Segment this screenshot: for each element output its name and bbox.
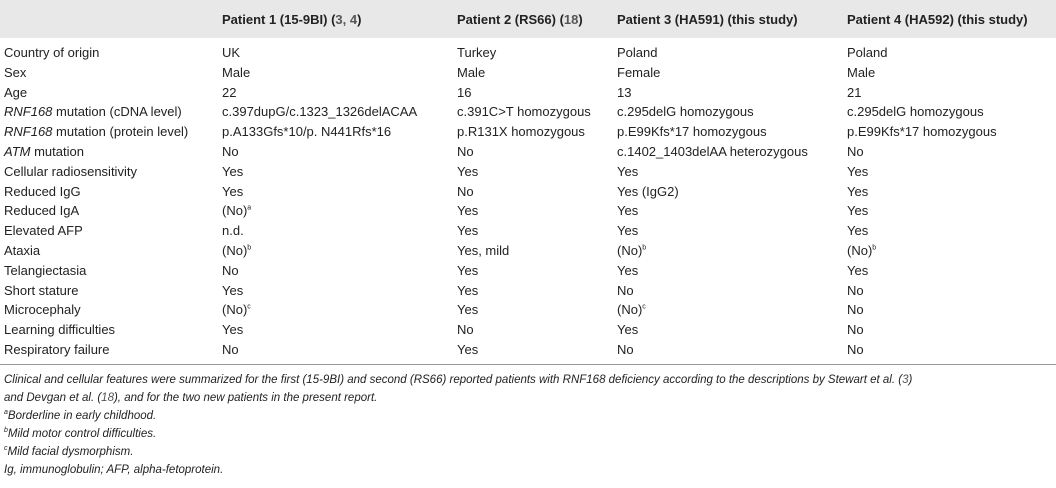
row-label: Short stature xyxy=(4,282,79,298)
table-body xyxy=(0,38,1056,364)
table-row xyxy=(0,63,1056,83)
table-cell: No xyxy=(222,143,239,159)
footnote-a: $^a$Borderline in early childhood. xyxy=(4,408,157,422)
table-cell: c.391C>T homozygous xyxy=(457,104,591,120)
table-row xyxy=(0,122,1056,142)
citation-link[interactable]: 18 xyxy=(101,391,114,404)
header-cell-patient-1: Patient 1 (15-9BI) (3, 4) xyxy=(218,0,453,38)
table-row xyxy=(0,162,1056,182)
table-row xyxy=(0,142,1056,162)
header-cell-patient-3: Patient 3 (HA591) (this study) xyxy=(613,0,843,38)
table-cell: 21 xyxy=(847,84,862,100)
table-cell: n.d. xyxy=(222,223,244,239)
table-cell: $(No)^b$ xyxy=(847,242,877,258)
table-cell: Yes xyxy=(222,183,244,199)
table-cell: Yes xyxy=(457,203,479,219)
table-cell: Yes xyxy=(847,262,869,278)
table-cell: c.1402_1403delAA heterozygous xyxy=(617,143,808,159)
table-cell: p.E99Kfs*17 homozygous xyxy=(847,124,997,140)
table-cell: No xyxy=(847,143,864,159)
table-row xyxy=(0,38,1056,63)
table-cell: Yes xyxy=(222,163,244,179)
row-label: Sex xyxy=(4,64,27,80)
table-cell: Yes xyxy=(847,223,869,239)
table-cell: Male xyxy=(847,64,876,80)
table-row xyxy=(0,221,1056,241)
table-cell: Yes xyxy=(617,262,639,278)
footnote-mark: b xyxy=(872,244,877,252)
row-label: Microcephaly xyxy=(4,302,81,318)
row-label: RNF168 mutation (protein level) xyxy=(4,124,189,140)
table-cell: 16 xyxy=(457,84,472,100)
row-label: Telangiectasia xyxy=(4,262,87,278)
table-cell: Yes xyxy=(457,262,479,278)
table-row xyxy=(0,340,1056,364)
table-cell: No xyxy=(847,322,864,338)
table-row xyxy=(0,83,1056,103)
table-cell: Yes (IgG2) xyxy=(617,183,679,199)
footnote-mark: c xyxy=(247,304,251,312)
row-label: ATM mutation xyxy=(4,143,84,159)
table-cell: No xyxy=(617,341,634,357)
table-cell: $(No)^c$ xyxy=(617,302,646,318)
footnote-mark: b xyxy=(247,244,252,252)
table-cell: Yes xyxy=(222,322,244,338)
table-cell: Yes xyxy=(222,282,244,298)
header-cell-0 xyxy=(0,0,218,38)
table-footer xyxy=(0,365,1056,479)
table-cell: Male xyxy=(222,64,251,80)
footnote-c: $^c$Mild facial dysmorphism. xyxy=(4,444,134,458)
table-cell: No xyxy=(457,322,474,338)
table-cell: Yes xyxy=(617,223,639,239)
table-cell: 22 xyxy=(222,84,237,100)
table-cell: c.397dupG/c.1323_1326delACAA xyxy=(222,104,418,120)
footnote-mark: b xyxy=(642,244,647,252)
row-label: Learning difficulties xyxy=(4,322,116,338)
table-cell: Yes xyxy=(617,163,639,179)
row-label: Elevated AFP xyxy=(4,223,83,239)
abbreviations: Ig, immunoglobulin; AFP, alpha-fetoprotein. xyxy=(4,463,224,476)
table-cell: Yes xyxy=(457,341,479,357)
row-label: Cellular radiosensitivity xyxy=(4,163,137,179)
row-label: Age xyxy=(4,84,28,100)
table-cell: Turkey xyxy=(457,45,497,60)
table-cell: $(No)^b$ xyxy=(617,242,647,258)
table-cell: No xyxy=(617,282,634,298)
row-label: Ataxia xyxy=(4,242,41,258)
table-cell: p.A133Gfs*10/p. N441Rfs*16 xyxy=(222,124,392,140)
table-cell: No xyxy=(222,341,239,357)
table-cell: $(No)^a$ xyxy=(222,203,252,219)
row-label: Respiratory failure xyxy=(4,341,110,357)
footnote-b: $^b$Mild motor control difficulties. xyxy=(4,426,157,440)
table-cell: No xyxy=(847,341,864,357)
table-cell: $(No)^b$ xyxy=(222,242,252,258)
table-cell: Yes xyxy=(617,322,639,338)
citation-link[interactable]: 3, 4 xyxy=(335,11,358,27)
citation-link[interactable]: 3 xyxy=(902,373,909,386)
table-cell: No xyxy=(457,183,474,199)
table-cell: p.E99Kfs*17 homozygous xyxy=(617,124,767,140)
table-cell: No xyxy=(457,143,474,159)
table-cell: c.295delG homozygous xyxy=(847,104,984,120)
table-cell: Male xyxy=(457,64,486,80)
table-cell: Poland xyxy=(847,45,888,60)
footnote-mark: a xyxy=(247,205,252,213)
table-row xyxy=(0,281,1056,301)
citation-link[interactable]: 18 xyxy=(563,11,579,27)
table-row xyxy=(0,201,1056,221)
row-label: Country of origin xyxy=(4,45,100,60)
header-cell-patient-2: Patient 2 (RS66) (18) xyxy=(453,0,613,38)
table-cell: No xyxy=(847,302,864,318)
table-cell: UK xyxy=(222,45,241,60)
table-cell: $(No)^c$ xyxy=(222,302,251,318)
table-cell: No xyxy=(847,282,864,298)
table-row xyxy=(0,261,1056,281)
table-cell: Yes xyxy=(847,183,869,199)
table-cell: Yes xyxy=(847,163,869,179)
table-row xyxy=(0,241,1056,261)
table-cell: No xyxy=(222,262,239,278)
row-label: Reduced IgG xyxy=(4,183,81,199)
table-cell: Yes xyxy=(457,223,479,239)
table-row xyxy=(0,320,1056,340)
table-cell: Female xyxy=(617,64,661,80)
table-row xyxy=(0,102,1056,122)
header-cell-patient-4: Patient 4 (HA592) (this study) xyxy=(843,0,1056,38)
row-label: RNF168 mutation (cDNA level) xyxy=(4,104,182,120)
footnote-mark: c xyxy=(642,304,646,312)
row-label: Reduced IgA xyxy=(4,203,80,219)
table-row xyxy=(0,300,1056,320)
header-row xyxy=(0,0,1056,38)
table-cell: p.R131X homozygous xyxy=(457,124,585,140)
table-cell: 13 xyxy=(617,84,632,100)
table-cell: Poland xyxy=(617,45,658,60)
table-caption: Clinical and cellular features were summarized for the first (15-9BI) and second (RS66) reported patients with RNF168 deficiency according to the descriptions by Stewart et al. (3) and Devgan et al. (18), and for the two new patients in the present report. xyxy=(4,373,913,404)
table-cell: Yes xyxy=(457,302,479,318)
table-cell: c.295delG homozygous xyxy=(617,104,754,120)
table-row xyxy=(0,182,1056,202)
table-cell: Yes xyxy=(847,203,869,219)
table-cell: Yes, mild xyxy=(457,242,510,258)
table-cell: Yes xyxy=(457,282,479,298)
table-cell: Yes xyxy=(617,203,639,219)
table-cell: Yes xyxy=(457,163,479,179)
